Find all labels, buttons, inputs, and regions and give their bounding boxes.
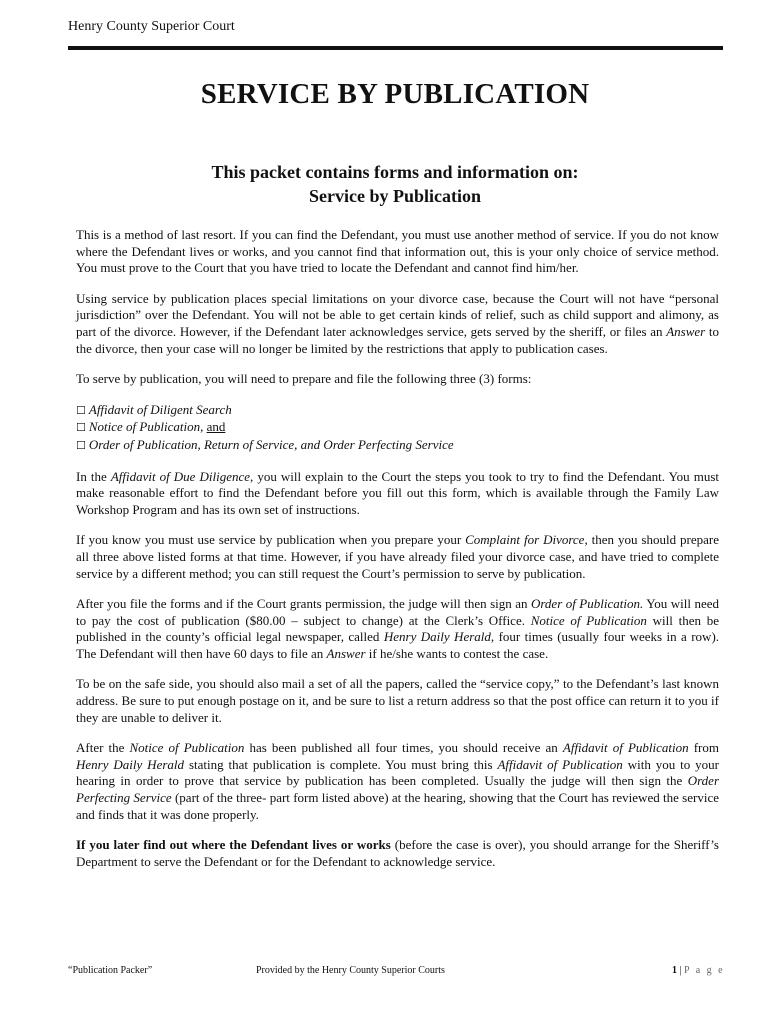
text-run: if he/she wants to contest the case.: [365, 645, 549, 661]
checklist-item: [76, 437, 719, 455]
text-run: In the: [76, 468, 111, 484]
italic-term: Notice of Publication: [530, 612, 647, 628]
checkbox-icon: ☐: [76, 421, 86, 435]
text-run: has been published all four times, you should receive an: [244, 740, 563, 756]
text-run: You will need to pay the cost of publication ($80.00 – subject to change) at the Clerk’s Office.: [76, 596, 719, 628]
italic-term: Order Perfecting Service: [76, 773, 719, 806]
page-separator: |: [677, 965, 685, 976]
page-header: Henry County Superior Court: [68, 19, 235, 34]
text-run: If you know you must use service by publication when you prepare your: [76, 532, 466, 548]
page-title: SERVICE BY PUBLICATION: [200, 78, 590, 110]
text-run: stating that publication is complete. You must bring this: [184, 756, 498, 772]
footer-left: “Publication Packer”: [68, 965, 153, 976]
paragraph-publication-cost: [76, 596, 719, 662]
paragraph-later-found: [76, 837, 719, 870]
text-run: , then you should prepare all three above listed forms at that time. However, if you have already filed your divorce case, and have tried to complete service by a different method; you can still request the Court’s permission to serve by publication.: [76, 532, 719, 581]
italic-term: Affidavit of Due Diligence: [110, 468, 251, 484]
header-rule: [68, 46, 723, 50]
checklist-item-label: Notice of Publication,: [88, 419, 204, 435]
paragraph-forms-intro: To serve by publication, you will need to prepare and file the following three (3) forms:: [76, 371, 532, 387]
checklist-item: [76, 419, 719, 437]
page-word: P a g e: [684, 965, 725, 976]
footer-page-indicator: [672, 965, 725, 976]
text-run: will then be published in the county’s official legal newspaper, called: [76, 612, 719, 645]
text-run: After the: [76, 740, 130, 756]
paragraph-affidavit-publication: [76, 740, 719, 823]
text-run: , four times (usually four weeks in a row). The Defendant will then have 60 days to file an: [76, 629, 720, 661]
italic-term: Affidavit of Publication: [497, 756, 623, 772]
paragraph-complaint: [76, 532, 719, 582]
paragraph-limitations: [76, 291, 719, 357]
subtitle-line-1: This packet contains forms and information on:: [211, 162, 579, 182]
underlined-and: and: [206, 419, 226, 435]
text-run: Using service by publication places special limitations on your divorce case, because the Court will not have “personal jurisdiction” over the Defendant. You will not be able to get certain kinds of relief, such as child support and alimony, as part of the divorce. However, if the Defendant later acknowledges service, gets served by the sheriff, or files an: [76, 290, 719, 339]
bold-lead: If you later find out where the Defendant lives or works: [76, 837, 391, 853]
italic-term: Answer: [666, 323, 706, 339]
footer-center: Provided by the Henry County Superior Courts: [256, 965, 445, 976]
checklist-item-label: Order of Publication, Return of Service, and Order Perfecting Service: [88, 436, 454, 452]
italic-term: Order of Publication.: [530, 596, 644, 612]
italic-term: Complaint for Divorce: [465, 532, 585, 548]
text-run: After you file the forms and if the Court grants permission, the judge will then sign an: [76, 596, 531, 612]
italic-term: Affidavit of Publication: [562, 740, 689, 756]
text-run: to the divorce, then your case will no longer be limited by the restrictions that apply to publication cases.: [76, 323, 719, 356]
body-content: [76, 227, 719, 884]
italic-term: Notice of Publication: [129, 740, 245, 756]
checklist-item: [76, 402, 719, 420]
text-run: (part of the three- part form listed above) at the hearing, showing that the Court has reviewed the service and finds that it was done properly.: [76, 790, 719, 822]
text-run: from: [688, 740, 719, 756]
paragraph-last-resort: This is a method of last resort. If you can find the Defendant, you must use another method of service. If you do not know where the Defendant lives or works, and you cannot find that information out, this is your only choice of service method. You must prove to the Court that you have tried to locate the Defendant and cannot find him/her.: [76, 227, 719, 276]
subtitle-line-2: Service by Publication: [309, 186, 481, 206]
italic-term: Answer: [326, 645, 366, 661]
text-run: with you to your hearing in order to prove that service by publication has been completed. Usually the judge will then sign the: [76, 756, 720, 789]
paragraph-due-diligence: [76, 469, 719, 519]
checkbox-icon: ☐: [76, 403, 86, 417]
paragraph-service-copy: To be on the safe side, you should also mail a set of all the papers, called the “service copy,” to the Defendant’s last known address. Be sure to put enough postage on it, and be sure to list a return address so that the post office can return it to you if they are unable to deliver it.: [76, 676, 719, 725]
text-run: , you will explain to the Court the steps you took to try to find the Defendant. You must make reasonable effort to find the Defendant before you fill out this form, which is available through the Family Law Workshop Program and has its own set of instructions.: [76, 468, 719, 517]
page-number: 1: [672, 965, 677, 976]
checklist-item-label: Affidavit of Diligent Search: [88, 401, 232, 417]
text-run: (before the case is over), you should arrange for the Sheriff’s Department to serve the Defendant or for the Defendant to acknowledge service.: [76, 837, 719, 869]
italic-term: Henry Daily Herald: [383, 629, 491, 645]
forms-checklist: [76, 402, 719, 455]
packet-subtitle: [0, 160, 770, 208]
checkbox-icon: ☐: [76, 438, 86, 452]
italic-term: Henry Daily Herald: [76, 756, 185, 772]
